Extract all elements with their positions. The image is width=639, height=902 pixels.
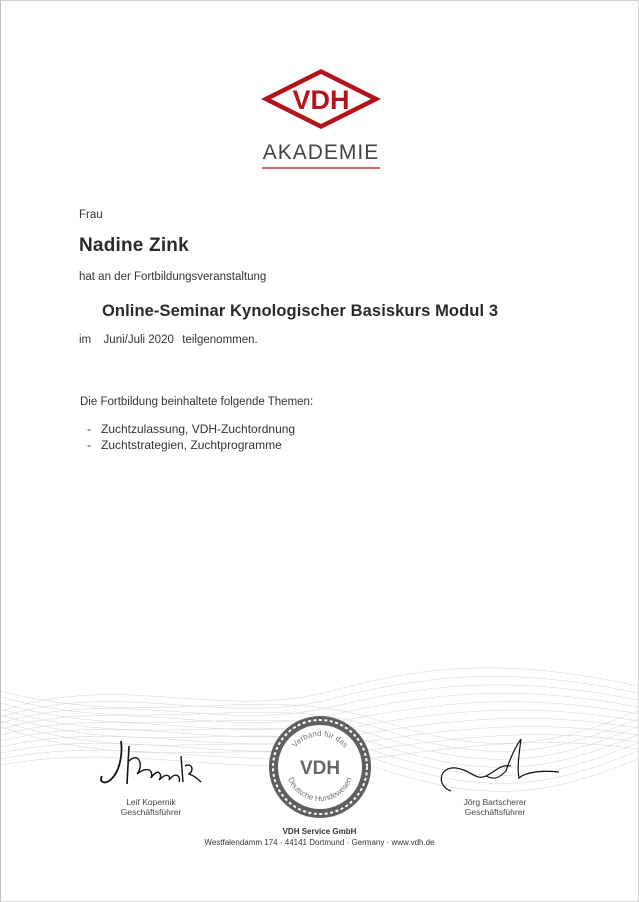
signatory-title: Geschäftsführer: [120, 807, 182, 817]
date-suffix: teilgenommen.: [182, 334, 258, 346]
logo-brand: VDH: [292, 85, 350, 115]
list-item: [87, 438, 282, 452]
signatory-title: Geschäftsführer: [464, 807, 526, 817]
topic-text: Zuchtstrategien, Zuchtprogramme: [101, 438, 282, 452]
footer-address: Westfalendamm 174 · 44141 Dortmund · Germany · www.vdh.de: [204, 838, 435, 847]
seal-top-text: Verband für das: [290, 728, 350, 750]
list-item: [87, 422, 295, 436]
course-title: Online-Seminar Kynologischer Basiskurs Modul 3: [102, 302, 499, 320]
date-value: Juni/Juli 2020: [103, 334, 174, 346]
signatory-right: [435, 797, 555, 817]
date-prefix: im: [79, 334, 92, 346]
footer-company: VDH Service GmbH: [282, 827, 357, 836]
logo-subtitle: AKADEMIE: [262, 141, 380, 164]
date-line: [79, 334, 258, 346]
topics-intro: Die Fortbildung beinhaltete folgende Themen:: [80, 396, 314, 408]
signatory-left: [91, 797, 211, 817]
signature-joerg-bartscherer: [431, 736, 561, 796]
salutation: Frau: [79, 209, 103, 221]
vdh-akademie-logo: [259, 67, 383, 173]
vdh-seal: [267, 714, 373, 820]
list-bullet: -: [87, 438, 91, 452]
participation-intro: hat an der Fortbildungsveranstaltung: [79, 271, 267, 283]
signatory-name: Jörg Bartscherer: [463, 797, 527, 807]
signatory-name: Leif Kopernik: [126, 797, 176, 807]
list-bullet: -: [87, 422, 91, 436]
seal-center-text: VDH: [299, 758, 341, 779]
signature-leif-kopernik: [99, 736, 204, 791]
topic-text: Zuchtzulassung, VDH-Zuchtordnung: [101, 422, 296, 436]
recipient-name: Nadine Zink: [79, 235, 189, 256]
seal-bottom-text: Deutsche Hundewesen: [286, 775, 354, 804]
